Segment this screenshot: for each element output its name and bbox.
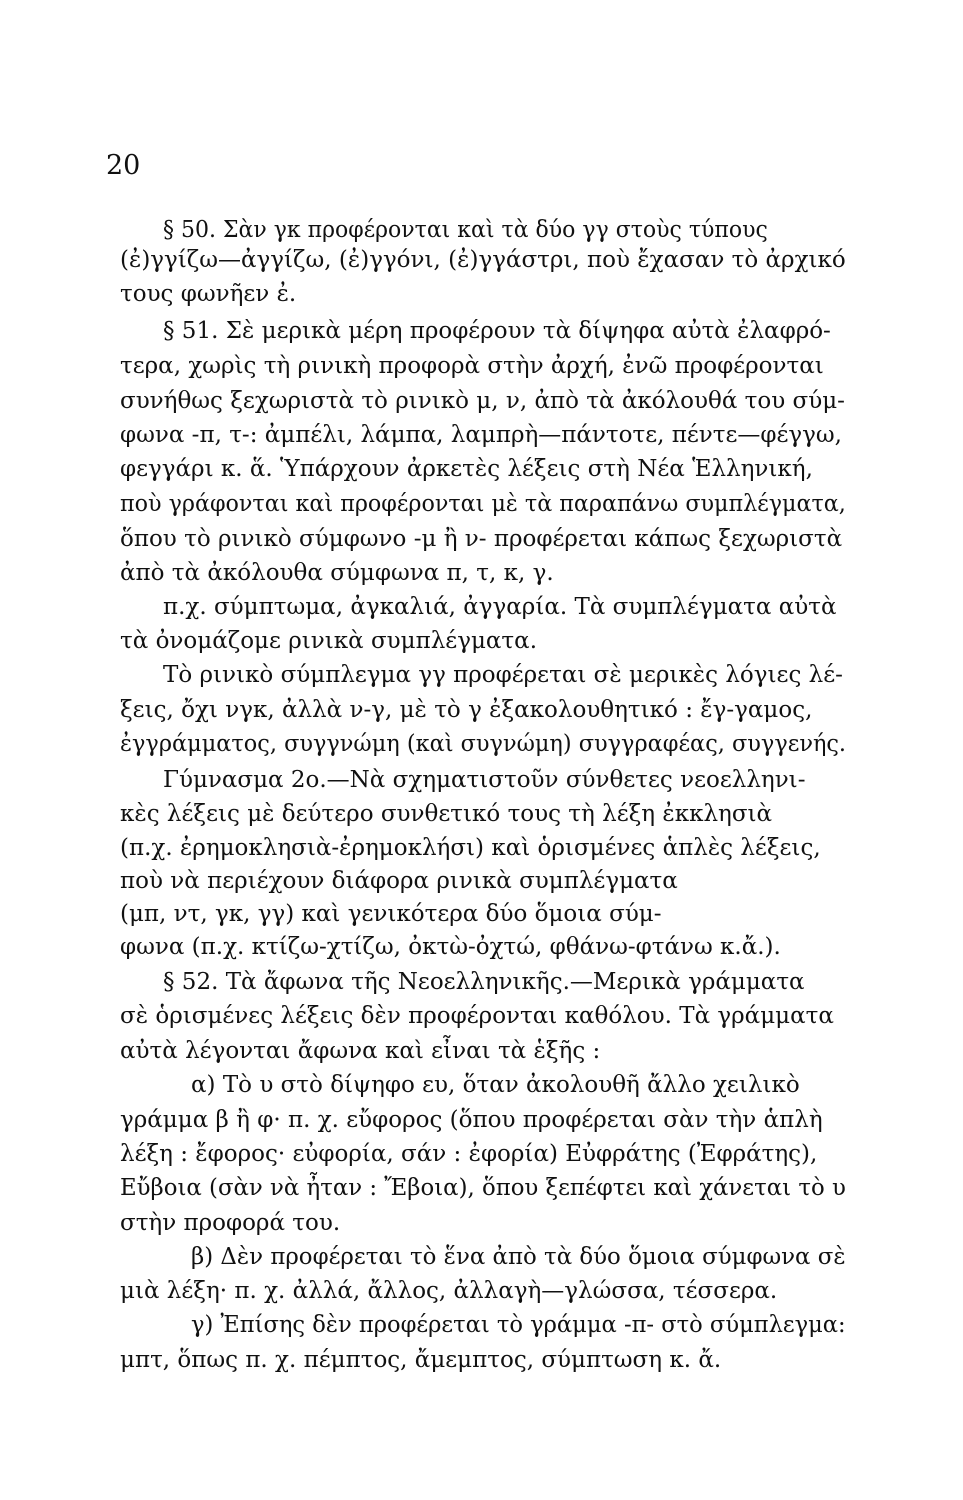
- text-line: στὴν προφορά του.: [120, 1210, 341, 1236]
- text-line: ποὺ νὰ περιέχουν διάφορα ρινικὰ συμπλέγματα: [120, 868, 678, 894]
- page-number: 20: [106, 150, 141, 181]
- text-line: τους φωνῆεν ἐ.: [120, 281, 297, 307]
- text-line: τερα, χωρὶς τὴ ρινικὴ προφορὰ στὴν ἀρχή, ἐνῶ προφέρονται: [120, 353, 824, 379]
- text-line: συνήθως ξεχωριστὰ τὸ ρινικὸ μ, ν, ἀπὸ τὰ ἀκόλουθά του σύμ-: [120, 388, 845, 414]
- text-line: § 50. Σὰν γκ προφέρονται καὶ τὰ δύο γγ στοὺς τύπους: [163, 217, 768, 243]
- text-line: § 52. Τὰ ἄφωνα τῆς Νεοελληνικῆς.—Μερικὰ γράμματα: [163, 969, 805, 995]
- text-line: ποὺ γράφονται καὶ προφέρονται μὲ τὰ παραπάνω συμπλέγματα,: [120, 491, 846, 517]
- text-line: ἐγγράμματος, συγγνώμη (καὶ συγνώμη) συγγραφέας, συγγενής.: [120, 731, 847, 757]
- text-line: φωνα (π.χ. κτίζω-χτίζω, ὀκτὼ-ὀχτώ, φθάνω-φτάνω κ.ἄ.).: [120, 934, 781, 960]
- text-line: α) Τὸ υ στὸ δίψηφο ευ, ὅταν ἀκολουθῆ ἄλλο χειλικὸ: [191, 1072, 800, 1098]
- text-line: ὅπου τὸ ρινικὸ σύμφωνο -μ ἢ ν- προφέρεται κάπως ξεχωριστὰ: [120, 526, 843, 552]
- text-line: § 51. Σὲ μερικὰ μέρη προφέρουν τὰ δίψηφα αὐτὰ ἐλαφρό-: [163, 318, 831, 344]
- text-line: Γύμνασμα 2ο.—Νὰ σχηματιστοῦν σύνθετες νεοελληνι-: [163, 767, 806, 793]
- text-line: γράμμα β ἢ φ· π. χ. εὔφορος (ὅπου προφέρεται σὰν τὴν ἁπλὴ: [120, 1107, 823, 1133]
- text-line: Τὸ ρινικὸ σύμπλεγμα γγ προφέρεται σὲ μερικὲς λόγιες λέ-: [163, 662, 843, 688]
- text-line: τὰ ὀνομάζομε ρινικὰ συμπλέγματα.: [120, 628, 537, 654]
- text-line: μιὰ λέξη· π. χ. ἀλλά, ἄλλος, ἀλλαγὴ—γλώσσα, τέσσερα.: [120, 1278, 778, 1304]
- text-line: (μπ, ντ, γκ, γγ) καὶ γενικότερα δύο ὅμοια σύμ-: [120, 901, 662, 927]
- text-line: (π.χ. ἐρημοκλησιὰ-ἐρημοκλήσι) καὶ ὁρισμένες ἁπλὲς λέξεις,: [120, 835, 821, 861]
- text-line: λέξη : ἔφορος· εὐφορία, σάν : ἐφορία) Εὐφράτης (Ἐφράτης),: [120, 1141, 818, 1167]
- text-line: Εὔβοια (σὰν νὰ ἦταν : Ἔβοια), ὅπου ξεπέφτει καὶ χάνεται τὸ υ: [120, 1175, 846, 1201]
- text-line: π.χ. σύμπτωμα, ἀγκαλιά, ἀγγαρία. Τὰ συμπλέγματα αὐτὰ: [163, 594, 837, 620]
- text-line: β) Δὲν προφέρεται τὸ ἕνα ἀπὸ τὰ δύο ὅμοια σύμφωνα σὲ: [191, 1244, 846, 1270]
- text-line: ἀπὸ τὰ ἀκόλουθα σύμφωνα π, τ, κ, γ.: [120, 560, 554, 586]
- text-line: μπτ, ὅπως π. χ. πέμπτος, ἄμεμπτος, σύμπτωση κ. ἄ.: [120, 1347, 722, 1373]
- text-line: ξεις, ὄχι νγκ, ἀλλὰ ν-γ, μὲ τὸ γ ἐξακολουθητικό : ἔγ-γαμος,: [120, 697, 813, 723]
- text-line: (ἐ)γγίζω—ἀγγίζω, (ἐ)γγόνι, (ἐ)γγάστρι, ποὺ ἔχασαν τὸ ἀρχικό: [120, 247, 846, 273]
- text-line: αὐτὰ λέγονται ἄφωνα καὶ εἶναι τὰ ἑξῆς :: [120, 1038, 601, 1064]
- text-line: σὲ ὁρισμένες λέξεις δὲν προφέρονται καθόλου. Τὰ γράμματα: [120, 1003, 834, 1029]
- text-line: φωνα -π, τ-: ἀμπέλι, λάμπα, λαμπρὴ—πάντοτε, πέντε—φέγγω,: [120, 422, 842, 448]
- text-line: κὲς λέξεις μὲ δεύτερο συνθετικό τους τὴ λέξη ἐκκλησιὰ: [120, 801, 773, 827]
- text-line: γ) Ἐπίσης δὲν προφέρεται τὸ γράμμα -π- στὸ σύμπλεγμα:: [191, 1312, 846, 1338]
- text-line: φεγγάρι κ. ἅ. Ὑπάρχουν ἀρκετὲς λέξεις στὴ Νέα Ἑλληνική,: [120, 456, 813, 482]
